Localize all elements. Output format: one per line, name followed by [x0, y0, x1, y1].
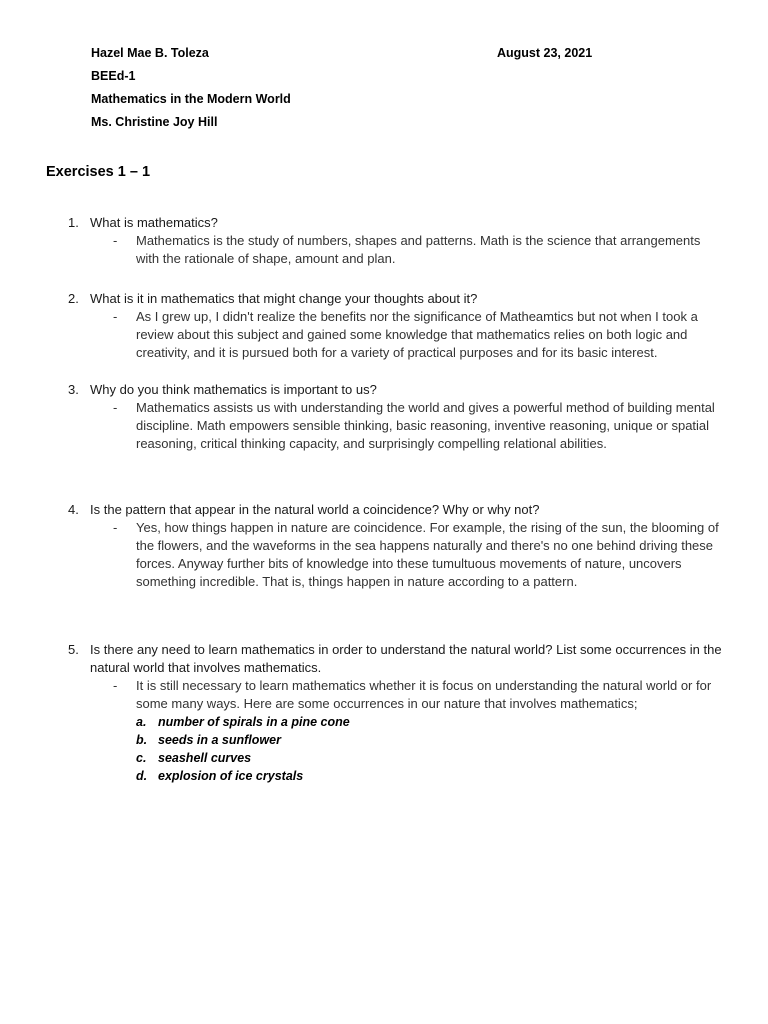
- question-5: [68, 641, 728, 785]
- answer-marker: -: [113, 400, 118, 415]
- question-3: [68, 381, 728, 453]
- question-number: 5.: [68, 642, 79, 657]
- question-text: Why do you think mathematics is important to us?: [90, 382, 377, 397]
- answer: [68, 399, 728, 453]
- answer-text: Mathematics assists us with understanding the world and gives a powerful method of building mental discipline. Math empowers sensible thinking, basic reasoning, inventive reasoning, unique or spatial reasoning, critical thinking capacity, and surprisingly compelling relational abilities.: [136, 400, 715, 451]
- list-item: [136, 713, 728, 731]
- answer: [68, 677, 728, 713]
- question-text: Is there any need to learn mathematics in order to understand the natural world? List some occurrences in the natural world that involves mathematics.: [90, 642, 722, 675]
- answer: [68, 308, 728, 362]
- answer-marker: -: [113, 520, 118, 535]
- instructor-name: Ms. Christine Joy Hill: [91, 115, 218, 129]
- question-number: 4.: [68, 502, 79, 517]
- answer-text: It is still necessary to learn mathematics whether it is focus on understanding the natural world or for some many ways. Here are some occurrences in our nature that involves mathematics;: [136, 678, 712, 711]
- list-item-text: seashell curves: [158, 751, 252, 765]
- subject-name: Mathematics in the Modern World: [91, 92, 291, 106]
- question-1: [68, 214, 728, 268]
- submission-date: August 23, 2021: [497, 46, 593, 60]
- list-item-text: explosion of ice crystals: [158, 769, 304, 783]
- answer-text: Mathematics is the study of numbers, shapes and patterns. Math is the science that arrangements with the rationale of shape, amount and plan.: [136, 233, 701, 266]
- answer: [68, 519, 728, 591]
- answer: [68, 232, 728, 268]
- question-number: 2.: [68, 291, 79, 306]
- question-4: [68, 501, 728, 591]
- list-item-letter: b.: [136, 733, 148, 747]
- list-item-letter: a.: [136, 715, 147, 729]
- answer-marker: -: [113, 233, 118, 248]
- answer-text: As I grew up, I didn't realize the benefits nor the significance of Matheamtics but not when I took a review about this subject and gained some knowledge that mathematics relies on both logic and creativity, and it is pursued both for a variety of practical purposes and for its basic interest.: [136, 309, 698, 360]
- page-title: Exercises 1 – 1: [46, 164, 151, 180]
- question-number: 3.: [68, 382, 79, 397]
- question-text: What is mathematics?: [90, 215, 218, 230]
- student-name: Hazel Mae B. Toleza: [91, 46, 209, 60]
- answer-text: Yes, how things happen in nature are coincidence. For example, the rising of the sun, the blooming of the flowers, and the waveforms in the sea happens naturally and there's no one behind driving these forces. Anyway further bits of knowledge into these tumultuous movements of nature, uncovers something incredible. That is, things happen in nature according to a pattern.: [136, 520, 719, 589]
- list-item-text: seeds in a sunflower: [158, 733, 281, 747]
- answer-marker: -: [113, 309, 118, 324]
- list-item-text: number of spirals in a pine cone: [158, 715, 350, 729]
- question-number: 1.: [68, 215, 79, 230]
- list-item: [136, 767, 728, 785]
- occurrence-list: [68, 713, 728, 785]
- question-text: What is it in mathematics that might change your thoughts about it?: [90, 291, 478, 306]
- course-code: BEEd-1: [91, 69, 136, 83]
- question-2: [68, 290, 728, 362]
- answer-marker: -: [113, 678, 118, 693]
- list-item-letter: c.: [136, 751, 147, 765]
- list-item-letter: d.: [136, 769, 148, 783]
- list-item: [136, 731, 728, 749]
- question-text: Is the pattern that appear in the natural world a coincidence? Why or why not?: [90, 502, 540, 517]
- list-item: [136, 749, 728, 767]
